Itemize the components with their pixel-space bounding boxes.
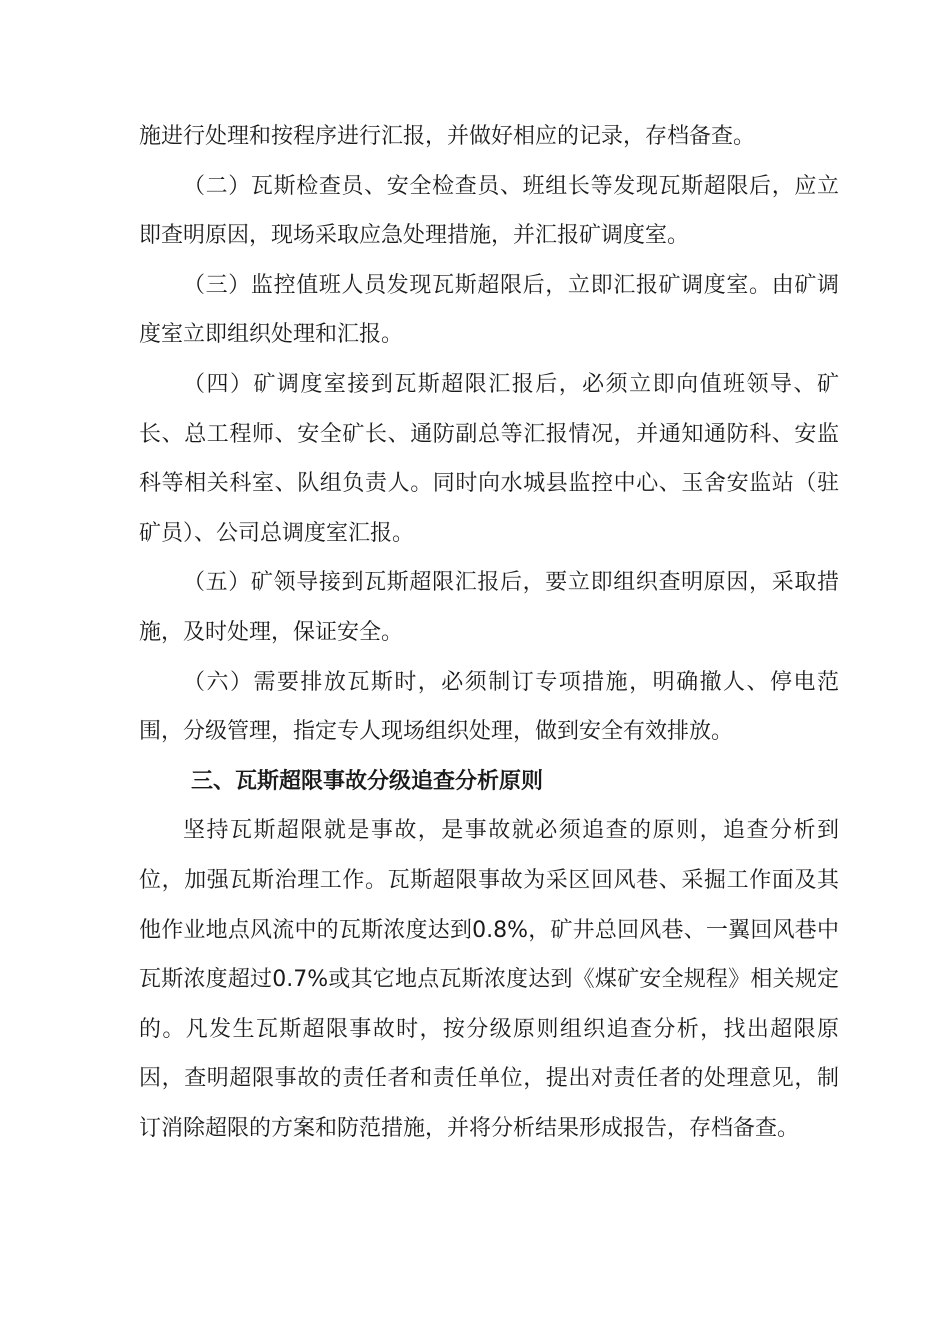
paragraph-item-5: （五）矿领导接到瓦斯超限汇报后，要立即组织查明原因，采取措施，及时处理，保证安全。 <box>139 570 839 645</box>
paragraph-continuation: 施进行处理和按程序进行汇报，并做好相应的记录，存档备查。 <box>139 124 756 149</box>
section-heading: 三、瓦斯超限事故分级追查分析原则 <box>191 768 544 794</box>
paragraph-item-4: （四）矿调度室接到瓦斯超限汇报后，必须立即向值班领导、矿长、总工程师、安全矿长、通防副总等汇报情况，并通知通防科、安监科等相关科室、队组负责人。同时向水城县监控中心、玉舍安监站（驻矿员）、公司总调度室汇报。 <box>139 371 839 546</box>
paragraph-item-2: （二）瓦斯检查员、安全检查员、班组长等发现瓦斯超限后，应立即查明原因，现场采取应急处理措施，并汇报矿调度室。 <box>139 173 839 249</box>
document-body <box>139 112 839 1153</box>
section-body-paragraph: 坚持瓦斯超限就是事故，是事故就必须追查的原则，追查分析到位，加强瓦斯治理工作。瓦斯超限事故为采区回风巷、采掘工作面及其他作业地点风流中的瓦斯浓度达到0.8%，矿井总回风巷、一翼回风巷中瓦斯浓度超过0.7%或其它地点瓦斯浓度达到《煤矿安全规程》相关规定的。凡发生瓦斯超限事故时，按分级原则组织追查分析，找出超限原因，查明超限事故的责任者和责任单位，提出对责任者的处理意见，制订消除超限的方案和防范措施，并将分析结果形成报告，存档备查。 <box>139 818 839 1141</box>
paragraph-item-6: （六）需要排放瓦斯时，必须制订专项措施，明确撤人、停电范围，分级管理，指定专人现场组织处理，做到安全有效排放。 <box>139 669 839 745</box>
paragraph-item-3: （三）监控值班人员发现瓦斯超限后，立即汇报矿调度室。由矿调度室立即组织处理和汇报。 <box>139 272 839 348</box>
